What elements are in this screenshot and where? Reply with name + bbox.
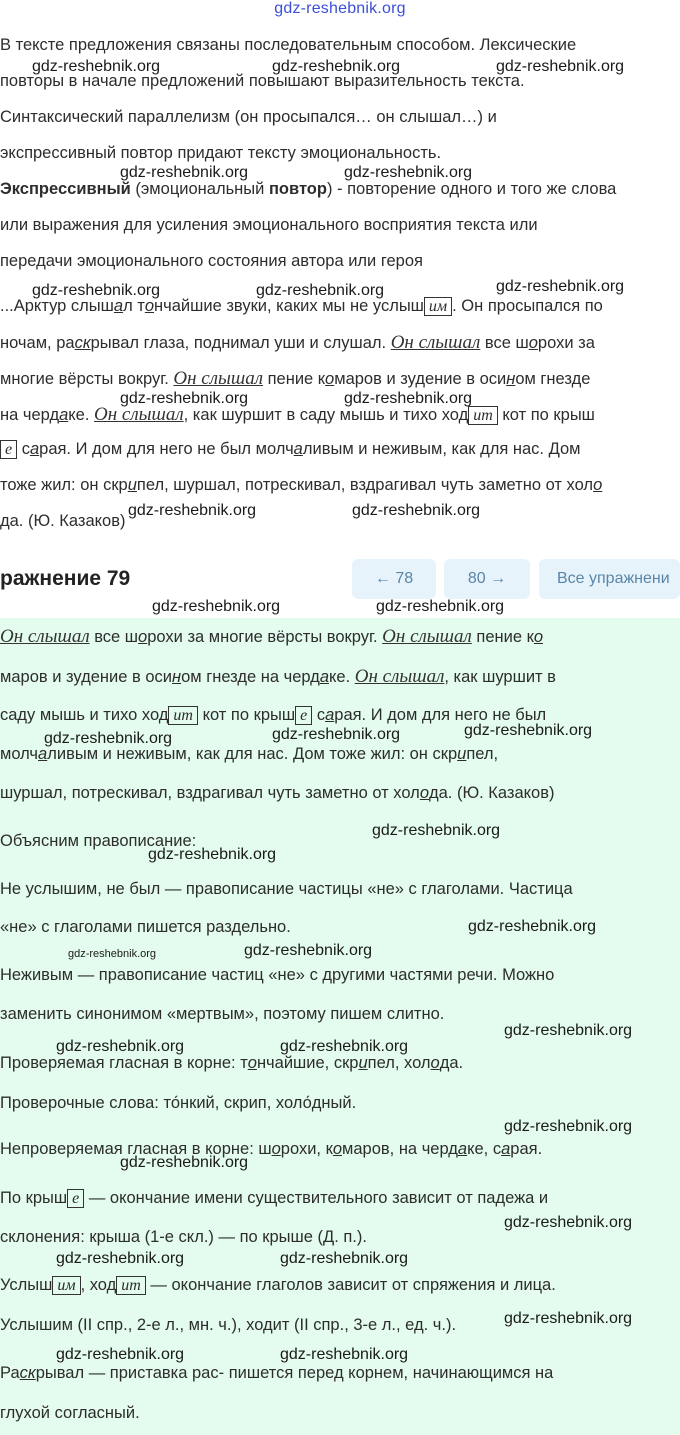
quote-line: тоже жил: он скрипел, шуршал, потрескивал, вздрагивал чуть заметно от холо bbox=[0, 476, 603, 494]
answer-line: маров и зудение в осином гнезде на чердаке. Он слышал, как шуршит в bbox=[0, 666, 556, 687]
text-line: или выражения для усиления эмоционального восприятия текста или bbox=[0, 216, 538, 234]
explain-line: Раскрывал — приставка рас- пишется перед корнем, начинающимся на bbox=[0, 1364, 554, 1382]
ending-box: е bbox=[295, 706, 312, 725]
watermark: gdz-reshebnik.org bbox=[280, 1250, 409, 1267]
watermark: gdz-reshebnik.org bbox=[464, 722, 593, 739]
explain-line: Неживым — правописание частиц «не» с другими частями речи. Можно bbox=[0, 966, 555, 984]
ending-box: им bbox=[52, 1276, 80, 1295]
watermark: gdz-reshebnik.org bbox=[496, 278, 625, 295]
quote-line: на чердаке. Он слышал, как шуршит в саду мышь и тихо ход ит кот по крыш bbox=[0, 404, 595, 425]
watermark: gdz-reshebnik.org bbox=[56, 1346, 185, 1363]
all-exercises-button[interactable]: Все упражнени bbox=[539, 559, 680, 599]
watermark: gdz-reshebnik.org bbox=[504, 1310, 633, 1327]
ending-box: е bbox=[0, 440, 17, 459]
explain-line: «не» с глаголами пишется раздельно. bbox=[0, 918, 291, 936]
explain-line: Услышим (II спр., 2-е л., мн. ч.), ходит (II спр., 3-е л., ед. ч.). bbox=[0, 1316, 457, 1334]
ending-box: ит bbox=[168, 706, 198, 725]
explain-line: заменить синонимом «мертвым», поэтому пишем слитно. bbox=[0, 1005, 445, 1023]
watermark: gdz-reshebnik.org bbox=[32, 282, 161, 299]
text-line: повторы в начале предложений повышают выразительность текста. bbox=[0, 72, 525, 90]
exercise-header bbox=[0, 557, 680, 613]
ending-box: им bbox=[424, 297, 452, 316]
watermark: gdz-reshebnik.org bbox=[44, 730, 173, 747]
text-line: В тексте предложения связаны последовательным способом. Лексические bbox=[0, 36, 577, 54]
explain-line: Проверяемая гласная в корне: тончайшие, скрипел, холода. bbox=[0, 1054, 464, 1072]
exercise-title: ражнение 79 bbox=[0, 567, 131, 590]
explain-line: По крыш е — окончание имени существительного зависит от падежа и bbox=[0, 1189, 549, 1207]
watermark: gdz-reshebnik.org bbox=[272, 58, 401, 75]
watermark: gdz-reshebnik.org bbox=[120, 1154, 249, 1171]
text-line: Синтаксический параллелизм (он просыпался… он слышал…) и bbox=[0, 108, 497, 126]
quote-line: ...Арктур слышал тончайшие звуки, каких мы не услыш им . Он просыпался по bbox=[0, 297, 603, 315]
watermark: gdz-reshebnik.org bbox=[496, 58, 625, 75]
watermark: gdz-reshebnik.org bbox=[32, 58, 161, 75]
text-line: передачи эмоционального состояния автора или героя bbox=[0, 252, 423, 270]
watermark: gdz-reshebnik.org bbox=[56, 1038, 185, 1055]
watermark: gdz-reshebnik.org bbox=[504, 1022, 633, 1039]
watermark: gdz-reshebnik.org bbox=[504, 1214, 633, 1231]
watermark: gdz-reshebnik.org bbox=[152, 598, 281, 615]
explain-line: склонения: крыша (1-е скл.) — по крыше (Д. п.). bbox=[0, 1228, 367, 1246]
watermark: gdz-reshebnik.org bbox=[148, 846, 277, 863]
explain-line: Не услышим, не был — правописание частицы «не» с глаголами. Частица bbox=[0, 880, 573, 898]
watermark: gdz-reshebnik.org bbox=[504, 1118, 633, 1135]
explain-line: Проверочные слова: то́нкий, скрип, холо́дный. bbox=[0, 1094, 357, 1112]
quote-line: да. (Ю. Казаков) bbox=[0, 512, 126, 530]
quote-line: е сарая. И дом для него не был молчаливым и неживым, как для нас. Дом bbox=[0, 440, 580, 459]
watermark: gdz-reshebnik.org bbox=[68, 948, 157, 960]
watermark: gdz-reshebnik.org bbox=[344, 390, 473, 407]
watermark: gdz-reshebnik.org bbox=[120, 390, 249, 407]
prev-exercise-button[interactable]: ← 78 bbox=[352, 559, 436, 599]
site-watermark-top: gdz-reshebnik.org bbox=[274, 0, 406, 17]
watermark: gdz-reshebnik.org bbox=[280, 1346, 409, 1363]
watermark: gdz-reshebnik.org bbox=[372, 822, 501, 839]
watermark: gdz-reshebnik.org bbox=[256, 282, 385, 299]
watermark: gdz-reshebnik.org bbox=[352, 502, 481, 519]
ending-box: ит bbox=[468, 406, 498, 425]
watermark: gdz-reshebnik.org bbox=[56, 1250, 185, 1267]
answer-line: саду мышь и тихо ход ит кот по крыш е сарая. И дом для него не был bbox=[0, 706, 547, 724]
watermark: gdz-reshebnik.org bbox=[272, 726, 401, 743]
watermark: gdz-reshebnik.org bbox=[128, 502, 257, 519]
explain-line: Услыш им , ход ит — окончание глаголов зависит от спряжения и лица. bbox=[0, 1276, 556, 1294]
answer-line: шуршал, потрескивал, вздрагивал чуть заметно от холода. (Ю. Казаков) bbox=[0, 784, 555, 802]
watermark: gdz-reshebnik.org bbox=[344, 164, 473, 181]
watermark: gdz-reshebnik.org bbox=[244, 942, 373, 959]
watermark: gdz-reshebnik.org bbox=[120, 164, 249, 181]
watermark: gdz-reshebnik.org bbox=[280, 1038, 409, 1055]
text-line: экспрессивный повтор придают тексту эмоциональность. bbox=[0, 144, 442, 162]
ending-box: ит bbox=[116, 1276, 146, 1295]
ending-box: е bbox=[67, 1189, 84, 1208]
answer-line: молчаливым и неживым, как для нас. Дом тоже жил: он скрипел, bbox=[0, 745, 499, 763]
explain-title: Объясним правописание: bbox=[0, 832, 197, 850]
watermark: gdz-reshebnik.org bbox=[376, 598, 505, 615]
definition-line: Экспрессивный (эмоциональный повтор) - повторение одного и того же слова bbox=[0, 180, 617, 198]
explain-line: глухой согласный. bbox=[0, 1404, 140, 1422]
watermark: gdz-reshebnik.org bbox=[468, 918, 597, 935]
next-exercise-button[interactable]: 80 → bbox=[444, 559, 530, 599]
explain-line: Непроверяемая гласная в корне: шорохи, комаров, на чердаке, сарая. bbox=[0, 1140, 543, 1158]
quote-line: многие вёрсты вокруг. Он слышал пение комаров и зудение в осином гнезде bbox=[0, 368, 591, 389]
quote-line: ночам, раскрывал глаза, поднимал уши и слушал. Он слышал все шорохи за bbox=[0, 332, 595, 353]
answer-line: Он слышал все шорохи за многие вёрсты вокруг. Он слышал пение ко bbox=[0, 626, 543, 647]
